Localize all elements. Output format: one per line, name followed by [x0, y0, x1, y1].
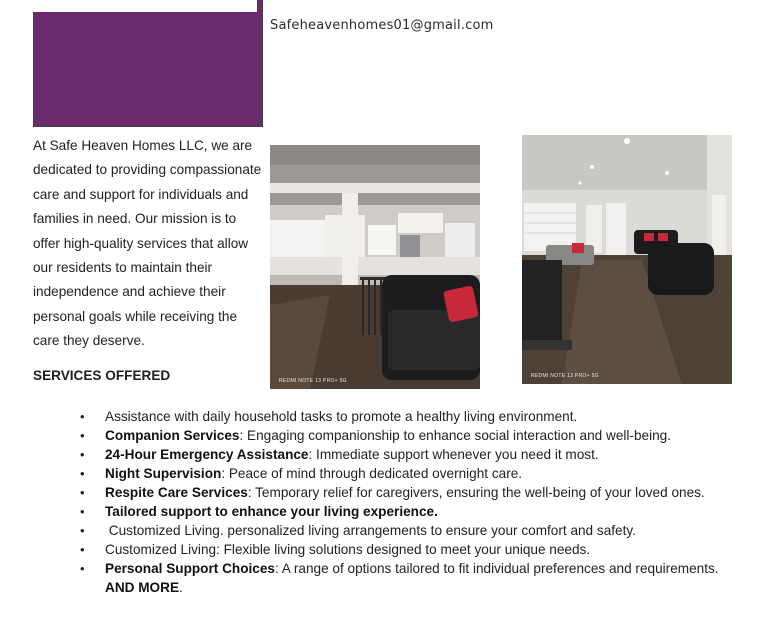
living-room-kitchen-image [270, 145, 480, 389]
bullet-icon: • [80, 428, 85, 443]
bullet-icon: • [80, 561, 85, 576]
service-description: : Engaging companionship to enhance social interaction and well-being. [239, 428, 671, 443]
list-item [80, 445, 740, 464]
living-room-kitchen-photo [270, 145, 480, 389]
list-item [80, 540, 740, 559]
bullet-icon: • [80, 485, 85, 500]
service-description: : Temporary relief for caregivers, ensuring the well-being of your loved ones. [247, 485, 705, 500]
service-description: : Immediate support whenever you need it most. [308, 447, 599, 462]
intro-paragraph: At Safe Heaven Homes LLC, we are dedicated to providing compassionate care and support for individuals and families in need. Our mission is to offer high-quality services that allow our residents to maintain their independence and achieve their personal goals while receiving the care they deserve. [33, 138, 262, 349]
service-title: 24-Hour Emergency Assistance [105, 447, 309, 462]
list-item [80, 559, 740, 597]
header-color-block [33, 0, 263, 127]
living-room-photo [522, 135, 732, 384]
service-description: Customized Living. personalized living arrangements to ensure your comfort and safety. [105, 523, 636, 538]
service-title: Tailored support to enhance your living experience. [105, 504, 438, 519]
services-list [80, 407, 740, 597]
service-title: Companion Services [105, 428, 240, 443]
list-item [80, 407, 740, 426]
service-description: : A range of options tailored to fit individual preferences and requirements. [274, 561, 719, 576]
list-item [80, 483, 740, 502]
service-description: Assistance with daily household tasks to promote a healthy living environment. [105, 409, 578, 424]
service-suffix: . [179, 580, 183, 595]
service-title: Night Supervision [105, 466, 222, 481]
bullet-icon: • [80, 504, 85, 519]
service-description: Customized Living: Flexible living solutions designed to meet your unique needs. [105, 542, 591, 557]
photo-watermark: REDMI NOTE 13 PRO+ 5G [279, 378, 347, 384]
list-item [80, 502, 740, 521]
bullet-icon: • [80, 466, 85, 481]
service-description: : Peace of mind through dedicated overnight care. [221, 466, 523, 481]
list-item [80, 426, 740, 445]
bullet-icon: • [80, 523, 85, 538]
service-title: Personal Support Choices [105, 561, 275, 576]
service-title: Respite Care Services [105, 485, 248, 500]
services-heading: SERVICES OFFERED [33, 368, 171, 383]
living-room-image [522, 135, 732, 384]
bullet-icon: • [80, 409, 85, 424]
header-white-strip [33, 0, 257, 12]
contact-email: Safeheavenhomes01@gmail.com [270, 18, 494, 33]
and-more-label: AND MORE [105, 580, 180, 595]
list-item [80, 521, 740, 540]
bullet-icon: • [80, 447, 85, 462]
list-item [80, 464, 740, 483]
photo-watermark: REDMI NOTE 13 PRO+ 5G [531, 373, 599, 379]
bullet-icon: • [80, 542, 85, 557]
